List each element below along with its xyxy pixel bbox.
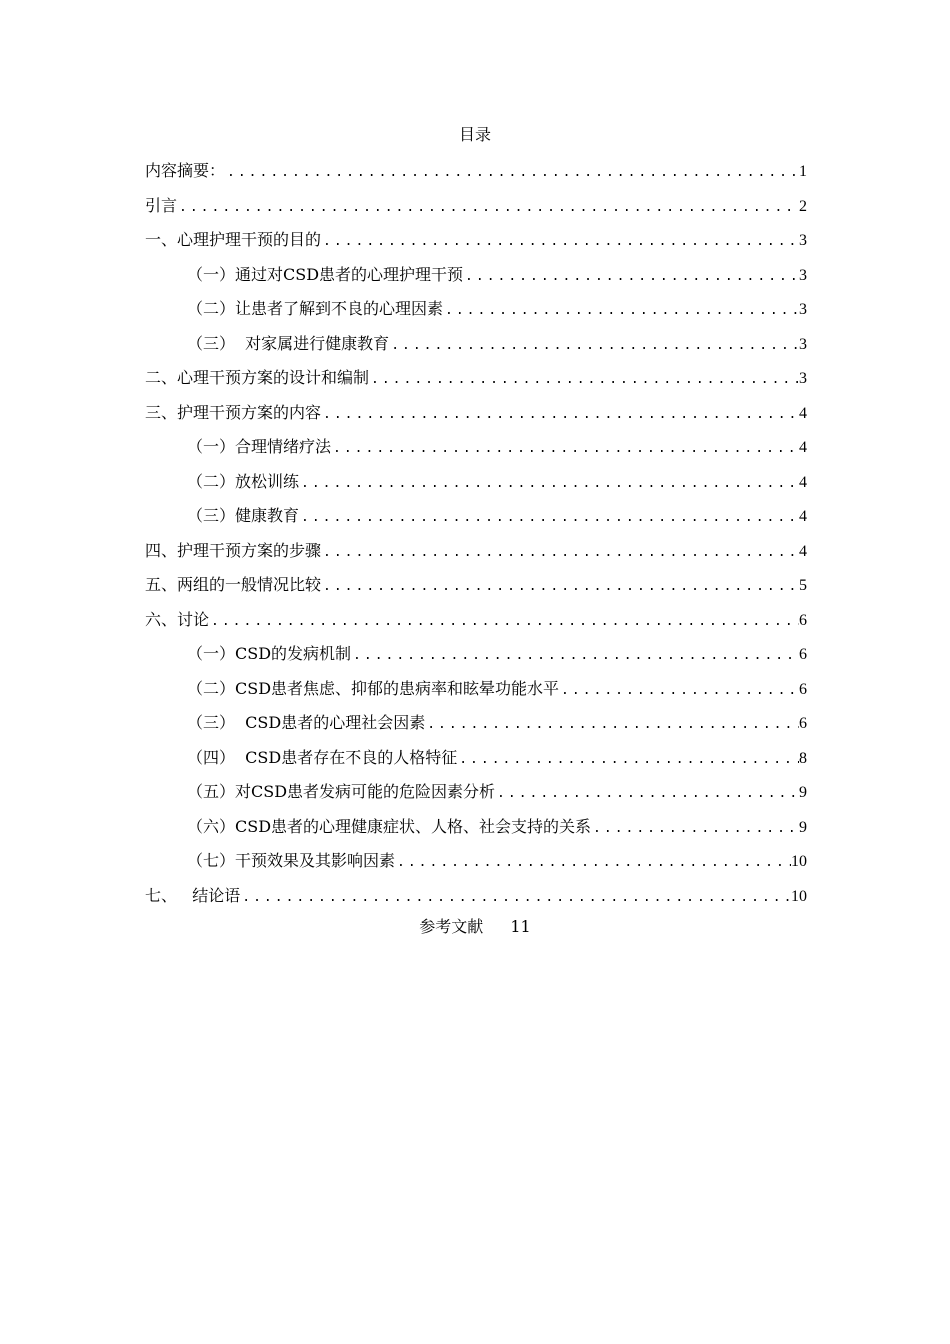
references-label: 参考文献	[419, 917, 484, 936]
toc-entry-label: （一）合理情绪疗法	[187, 437, 332, 456]
toc-entry[interactable]	[145, 158, 807, 193]
toc-entry[interactable]	[145, 469, 807, 504]
toc-entry-label: （五）对CSD患者发病可能的危险因素分析	[187, 782, 496, 801]
toc-leader-dots	[209, 609, 799, 635]
toc-entry[interactable]	[145, 262, 807, 297]
toc-entry[interactable]	[145, 676, 807, 711]
toc-entry-page: 10	[791, 853, 807, 870]
toc-leader-dots	[463, 264, 799, 290]
toc-entry-label: （六）CSD患者的心理健康症状、人格、社会支持的关系	[187, 816, 592, 836]
toc-entry-page: 8	[799, 749, 807, 767]
toc-entry[interactable]	[145, 503, 807, 538]
toc-leader-dots	[299, 505, 799, 531]
toc-title: 目录	[458, 125, 491, 144]
toc-leader-dots	[443, 298, 799, 324]
toc-leader-dots	[240, 885, 791, 911]
toc-leader-dots	[495, 781, 799, 807]
toc-entry-page: 3	[799, 232, 807, 249]
toc-entry-page: 6	[799, 680, 807, 698]
toc-entry-label: 六、讨论	[145, 609, 210, 629]
toc-entry-page: 10	[791, 887, 807, 905]
toc-entry[interactable]	[145, 607, 807, 642]
toc-entry-page: 2	[799, 197, 807, 215]
toc-entry-page: 6	[799, 611, 807, 629]
toc-leader-dots	[389, 333, 799, 359]
toc-leader-dots	[321, 229, 799, 255]
toc-entry[interactable]	[145, 641, 807, 676]
toc-leader-dots	[395, 850, 791, 876]
toc-entry-page: 4	[799, 508, 807, 525]
toc-entry-label: （二）让患者了解到不良的心理因素	[187, 299, 444, 318]
toc-entry-label: 一、心理护理干预的目的	[145, 230, 322, 249]
toc-entry[interactable]	[145, 227, 807, 262]
toc-entry-label: （三） 对家属进行健康教育	[187, 333, 390, 353]
toc-leader-dots	[351, 643, 799, 669]
toc-entry[interactable]	[145, 779, 807, 814]
toc-entry[interactable]	[145, 883, 807, 918]
toc-entry-label: 三、护理干预方案的内容	[145, 402, 322, 422]
toc-entry-label: 引言	[145, 195, 178, 215]
toc-entry[interactable]	[145, 296, 807, 331]
toc-entry-label: （一）通过对CSD患者的心理护理干预	[187, 264, 464, 284]
toc-entry-label: （一）CSD的发病机制	[187, 644, 352, 663]
toc-leader-dots	[177, 195, 799, 221]
toc-leader-dots	[559, 678, 799, 704]
toc-entry[interactable]	[145, 400, 807, 435]
toc-entry-page: 3	[799, 266, 807, 284]
toc-entry[interactable]	[145, 365, 807, 400]
toc-entry-page: 6	[799, 715, 807, 732]
toc-entry-page: 9	[799, 818, 807, 836]
toc-entry-page: 4	[799, 473, 807, 491]
toc-leader-dots	[321, 540, 799, 566]
toc-leader-dots	[225, 160, 799, 186]
toc-entry-label: （三）健康教育	[187, 506, 300, 525]
toc-entry-label: 四、护理干预方案的步骤	[145, 540, 322, 560]
toc-entry-label: （七）干预效果及其影响因素	[187, 851, 396, 870]
toc-entry-page: 1	[799, 163, 807, 180]
toc-entry-page: 9	[799, 784, 807, 801]
toc-entry-label: 内容摘要：	[145, 161, 226, 180]
toc-entry-page: 5	[799, 577, 807, 594]
toc-entry[interactable]	[145, 538, 807, 573]
toc-leader-dots	[299, 471, 799, 497]
toc-entry[interactable]	[145, 331, 807, 366]
toc-entry-page: 6	[799, 646, 807, 663]
toc-entry-label: （二）放松训练	[187, 471, 300, 491]
toc-entry-page: 3	[799, 335, 807, 353]
toc-entry[interactable]	[145, 572, 807, 607]
toc-leader-dots	[321, 402, 799, 428]
toc-list	[145, 158, 807, 917]
toc-entry-page: 4	[799, 439, 807, 456]
toc-entry[interactable]	[145, 848, 807, 883]
toc-entry[interactable]	[145, 434, 807, 469]
toc-leader-dots	[457, 747, 799, 773]
toc-entry-page: 4	[799, 404, 807, 422]
toc-leader-dots	[331, 436, 799, 462]
toc-entry-page: 3	[799, 301, 807, 318]
toc-leader-dots	[321, 574, 799, 600]
toc-leader-dots	[591, 816, 799, 842]
toc-leader-dots	[425, 712, 799, 738]
toc-entry-label: （二）CSD患者焦虑、抑郁的患病率和眩晕功能水平	[187, 678, 560, 698]
toc-entry[interactable]	[145, 710, 807, 745]
toc-leader-dots	[369, 367, 799, 393]
references-page: 11	[510, 917, 531, 936]
toc-entry[interactable]	[145, 193, 807, 228]
toc-entry-label: 五、两组的一般情况比较	[145, 575, 322, 594]
toc-entry[interactable]	[145, 745, 807, 780]
toc-entry-label: （三） CSD患者的心理社会因素	[187, 713, 426, 732]
toc-entry[interactable]	[145, 814, 807, 849]
toc-entry-page: 4	[799, 542, 807, 560]
toc-entry-label: 二、心理干预方案的设计和编制	[145, 368, 370, 387]
toc-entry-page: 3	[799, 370, 807, 387]
toc-entry-label: （四） CSD患者存在不良的人格特征	[187, 747, 458, 767]
toc-entry-label: 七、 结论语	[145, 885, 241, 905]
toc-references-entry[interactable]	[0, 916, 950, 938]
